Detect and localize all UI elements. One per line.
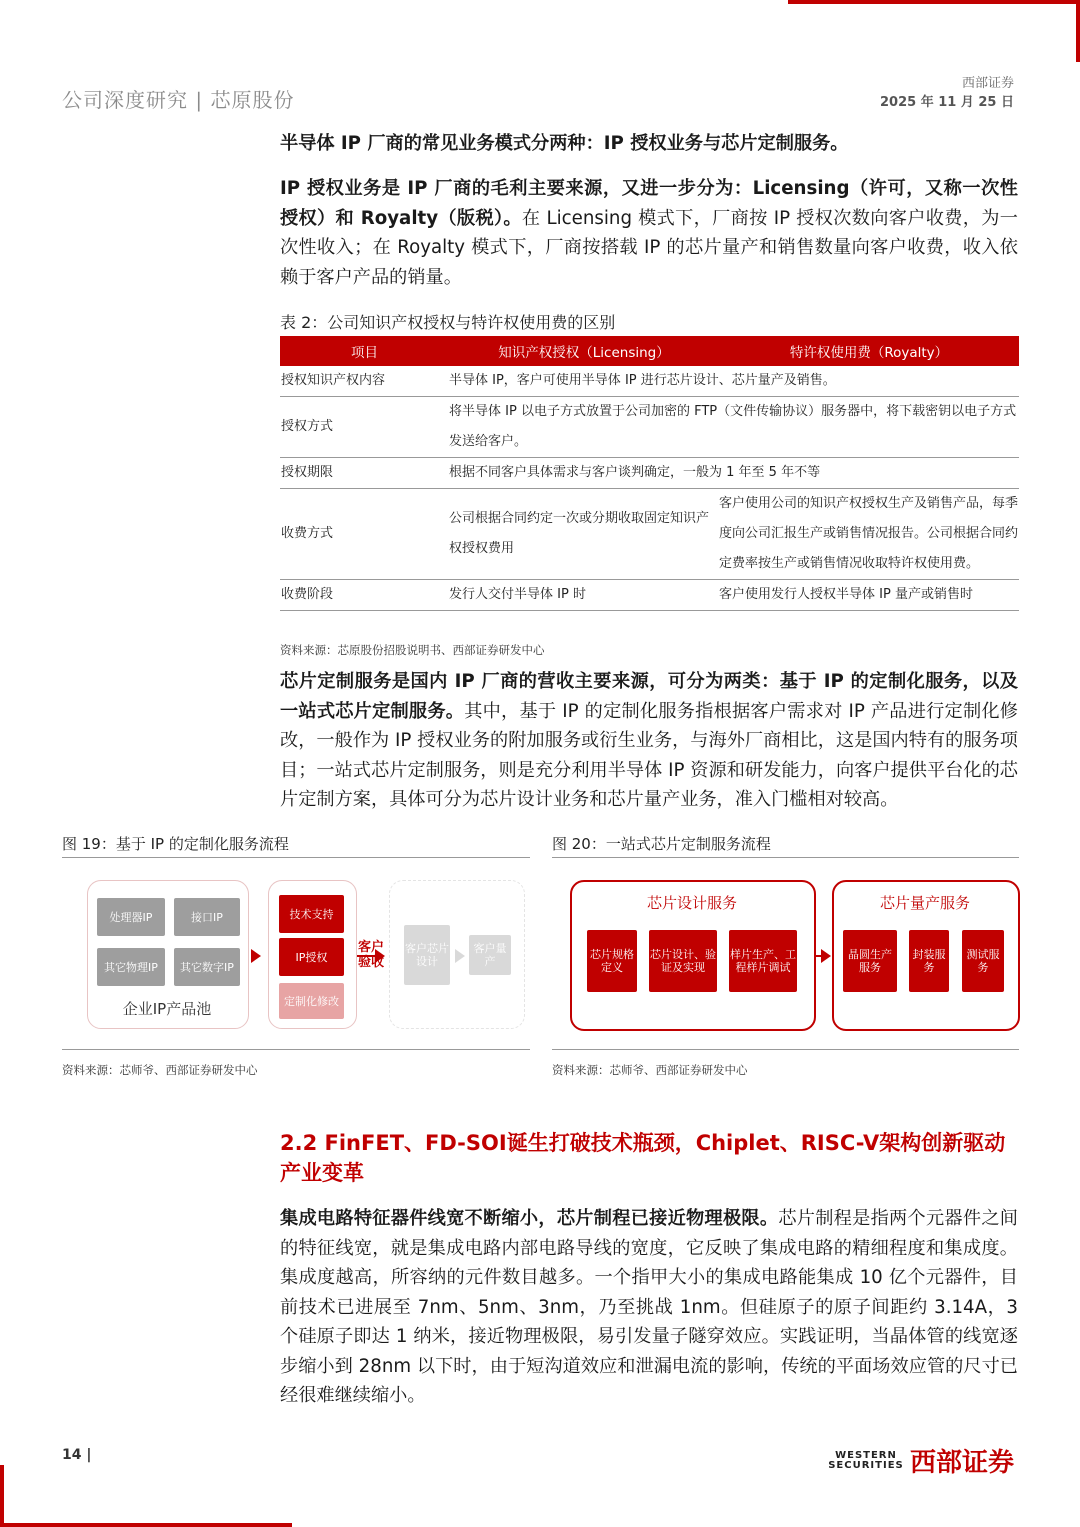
paragraph-3-rest: 其中，基于 IP 的定制化服务指根据客户需求对 IP 产品进行定制化修改，一般作为 IP 授权业务的附加服务或衍生业务，与海外厂商相比，这是国内特有的服务项目；一站式芯片定制服务，则是充分利用半导体 IP 资源和研发能力，向客户提供平台化的芯片定制方案，具体可分为芯片设计业务和芯片量产业务，准入门槛相对较高。 <box>280 700 1018 810</box>
figure-19-divider <box>62 857 530 858</box>
production-step: 晶圆生产服务 <box>843 930 897 992</box>
figure-20-divider <box>552 857 1019 858</box>
figure-19-bottom-line <box>62 1049 530 1050</box>
figure-19-caption: 图 19：基于 IP 的定制化服务流程 <box>62 835 289 853</box>
table-cell: 发行人交付半导体 IP 时 <box>449 580 719 611</box>
paragraph-2 <box>280 174 1018 292</box>
table-cell: 授权知识产权内容 <box>280 366 449 397</box>
arrow-icon <box>251 949 261 963</box>
header-title: 公司深度研究 | 芯原股份 <box>62 88 295 112</box>
table-cell: 收费方式 <box>280 489 449 580</box>
table-cell: 授权方式 <box>280 397 449 458</box>
ip-pool-item: 处理器IP <box>97 898 165 936</box>
report-date: 2025 年 11 月 25 日 <box>880 95 1014 110</box>
table-header-licensing: 知识产权授权（Licensing） <box>449 336 719 366</box>
mass-production-title: 芯片量产服务 <box>879 894 970 912</box>
table-cell: 授权期限 <box>280 458 449 489</box>
table-2 <box>280 336 1019 611</box>
figure-19-source: 资料来源：芯师爷、西部证券研发中心 <box>62 1063 258 1077</box>
section-title: 2.2 FinFET、FD-SOI诞生打破技术瓶颈，Chiplet、RISC-V架构创新驱动产业变革 <box>280 1131 1006 1185</box>
header-right <box>880 74 1014 112</box>
figure-20-caption: 图 20：一站式芯片定制服务流程 <box>552 835 771 853</box>
table-2-caption: 表 2：公司知识产权授权与特许权使用费的区别 <box>280 313 616 332</box>
company-logo <box>828 1442 1014 1479</box>
broker-name: 西部证券 <box>961 76 1014 91</box>
ip-pool-item: 接口IP <box>174 898 240 936</box>
page-number: 14 | <box>62 1447 92 1463</box>
design-service-title: 芯片设计服务 <box>646 894 737 912</box>
figure-20-source: 资料来源：芯师爷、西部证券研发中心 <box>552 1063 748 1077</box>
ip-pool-item: 其它物理IP <box>97 948 165 986</box>
table-cell: 根据不同客户具体需求与客户谈判确定，一般为 1 年至 5 年不等 <box>449 458 1019 489</box>
table-header-royalty: 特许权使用费（Royalty） <box>719 336 1019 366</box>
customer-mass-production: 客户量产 <box>469 935 511 975</box>
design-step: 样片生产、工程样片调试 <box>729 930 797 992</box>
corner-decoration-top-right <box>788 0 1080 62</box>
paragraph-1-text: 半导体 IP 厂商的常见业务模式分两种：IP 授权业务与芯片定制服务。 <box>280 133 849 154</box>
logo-english: WESTERN SECURITIES <box>828 1449 904 1471</box>
paragraph-2-rest: 在 Licensing 模式下，厂商按 IP 授权次数向客户收费，为一次性收入；在 Royalty 模式下，厂商按搭载 IP 的芯片量产和销售数量向客户收费，收入依赖于客户产品的销量。 <box>280 207 1018 288</box>
table-2-source: 资料来源：芯原股份招股说明书、西部证券研发中心 <box>280 643 545 657</box>
design-step: 芯片规格定义 <box>587 930 637 992</box>
production-step: 测试服务 <box>962 930 1004 992</box>
design-step: 芯片设计、验证及实现 <box>649 930 717 992</box>
table-cell: 公司根据合同约定一次或分期收取固定知识产权授权费用 <box>449 489 719 580</box>
customer-chip-design: 客户芯片设计 <box>404 925 450 985</box>
table-row <box>280 580 1019 611</box>
table-cell: 半导体 IP，客户可使用半导体 IP 进行芯片设计、芯片量产及销售。 <box>449 366 1019 397</box>
paragraph-3 <box>280 667 1018 815</box>
table-cell: 收费阶段 <box>280 580 449 611</box>
paragraph-1 <box>280 129 1018 159</box>
service-item: IP授权 <box>279 938 344 976</box>
paragraph-3-bold: 芯片定制服务是国内 IP 厂商的营收主要来源，可分为两类：基于 IP 的定制化服务，以及一站式芯片定制服务。 <box>280 671 1018 722</box>
table-row <box>280 458 1019 489</box>
table-header-row <box>280 336 1019 366</box>
ip-pool-label: 企业IP产品池 <box>122 1000 212 1018</box>
corner-decoration-bottom-left <box>0 1465 292 1527</box>
logo-chinese: 西部证券 <box>909 1448 1014 1478</box>
table-row <box>280 397 1019 458</box>
figure-20-bottom-line <box>552 1049 1019 1050</box>
table-header-item: 项目 <box>280 336 449 366</box>
paragraph-4 <box>280 1204 1018 1411</box>
table-row <box>280 489 1019 580</box>
table-row <box>280 366 1019 397</box>
arrow-icon <box>821 949 831 963</box>
table-cell: 客户使用公司的知识产权授权生产及销售产品，每季度向公司汇报生产或销售情况报告。公司根据合同约定费率按生产或销售情况收取特许权使用费。 <box>719 489 1019 580</box>
table-cell: 将半导体 IP 以电子方式放置于公司加密的 FTP（文件传输协议）服务器中，将下载密钥以电子方式发送给客户。 <box>449 397 1019 458</box>
service-item: 定制化修改 <box>279 983 344 1019</box>
arrow-icon <box>455 949 465 963</box>
paragraph-4-rest: 芯片制程是指两个元器件之间的特征线宽，就是集成电路内部电路导线的宽度，它反映了集成电路的精细程度和集成度。集成度越高，所容纳的元件数目越多。一个指甲大小的集成电路能集成 10 亿个元器件，目前技术已进展至 7nm、5nm、3nm，乃至挑战 1nm。但硅原子的原子间距约 3.14A，3 个硅原子即达 1 纳米，接近物理极限，易引发量子隧穿效应。实践证明，当晶体管的线宽逐步缩小到 28nm 以下时，由于短沟道效应和泄漏电流的影响，传统的平面场效应管的尺寸已经很难继续缩小。 <box>280 1208 1018 1406</box>
accept-label: 客户验收 <box>357 940 384 970</box>
ip-pool-item: 其它数字IP <box>174 948 240 986</box>
table-cell: 客户使用发行人授权半导体 IP 量产或销售时 <box>719 580 1019 611</box>
service-item: 技术支持 <box>279 895 344 933</box>
paragraph-2-bold: IP 授权业务是 IP 厂商的毛利主要来源，又进一步分为：Licensing（许可，又称一次性授权）和 Royalty（版税）。 <box>280 178 1018 229</box>
production-step: 封装服务 <box>909 930 949 992</box>
paragraph-4-bold: 集成电路特征器件线宽不断缩小，芯片制程已接近物理极限。 <box>280 1208 779 1229</box>
